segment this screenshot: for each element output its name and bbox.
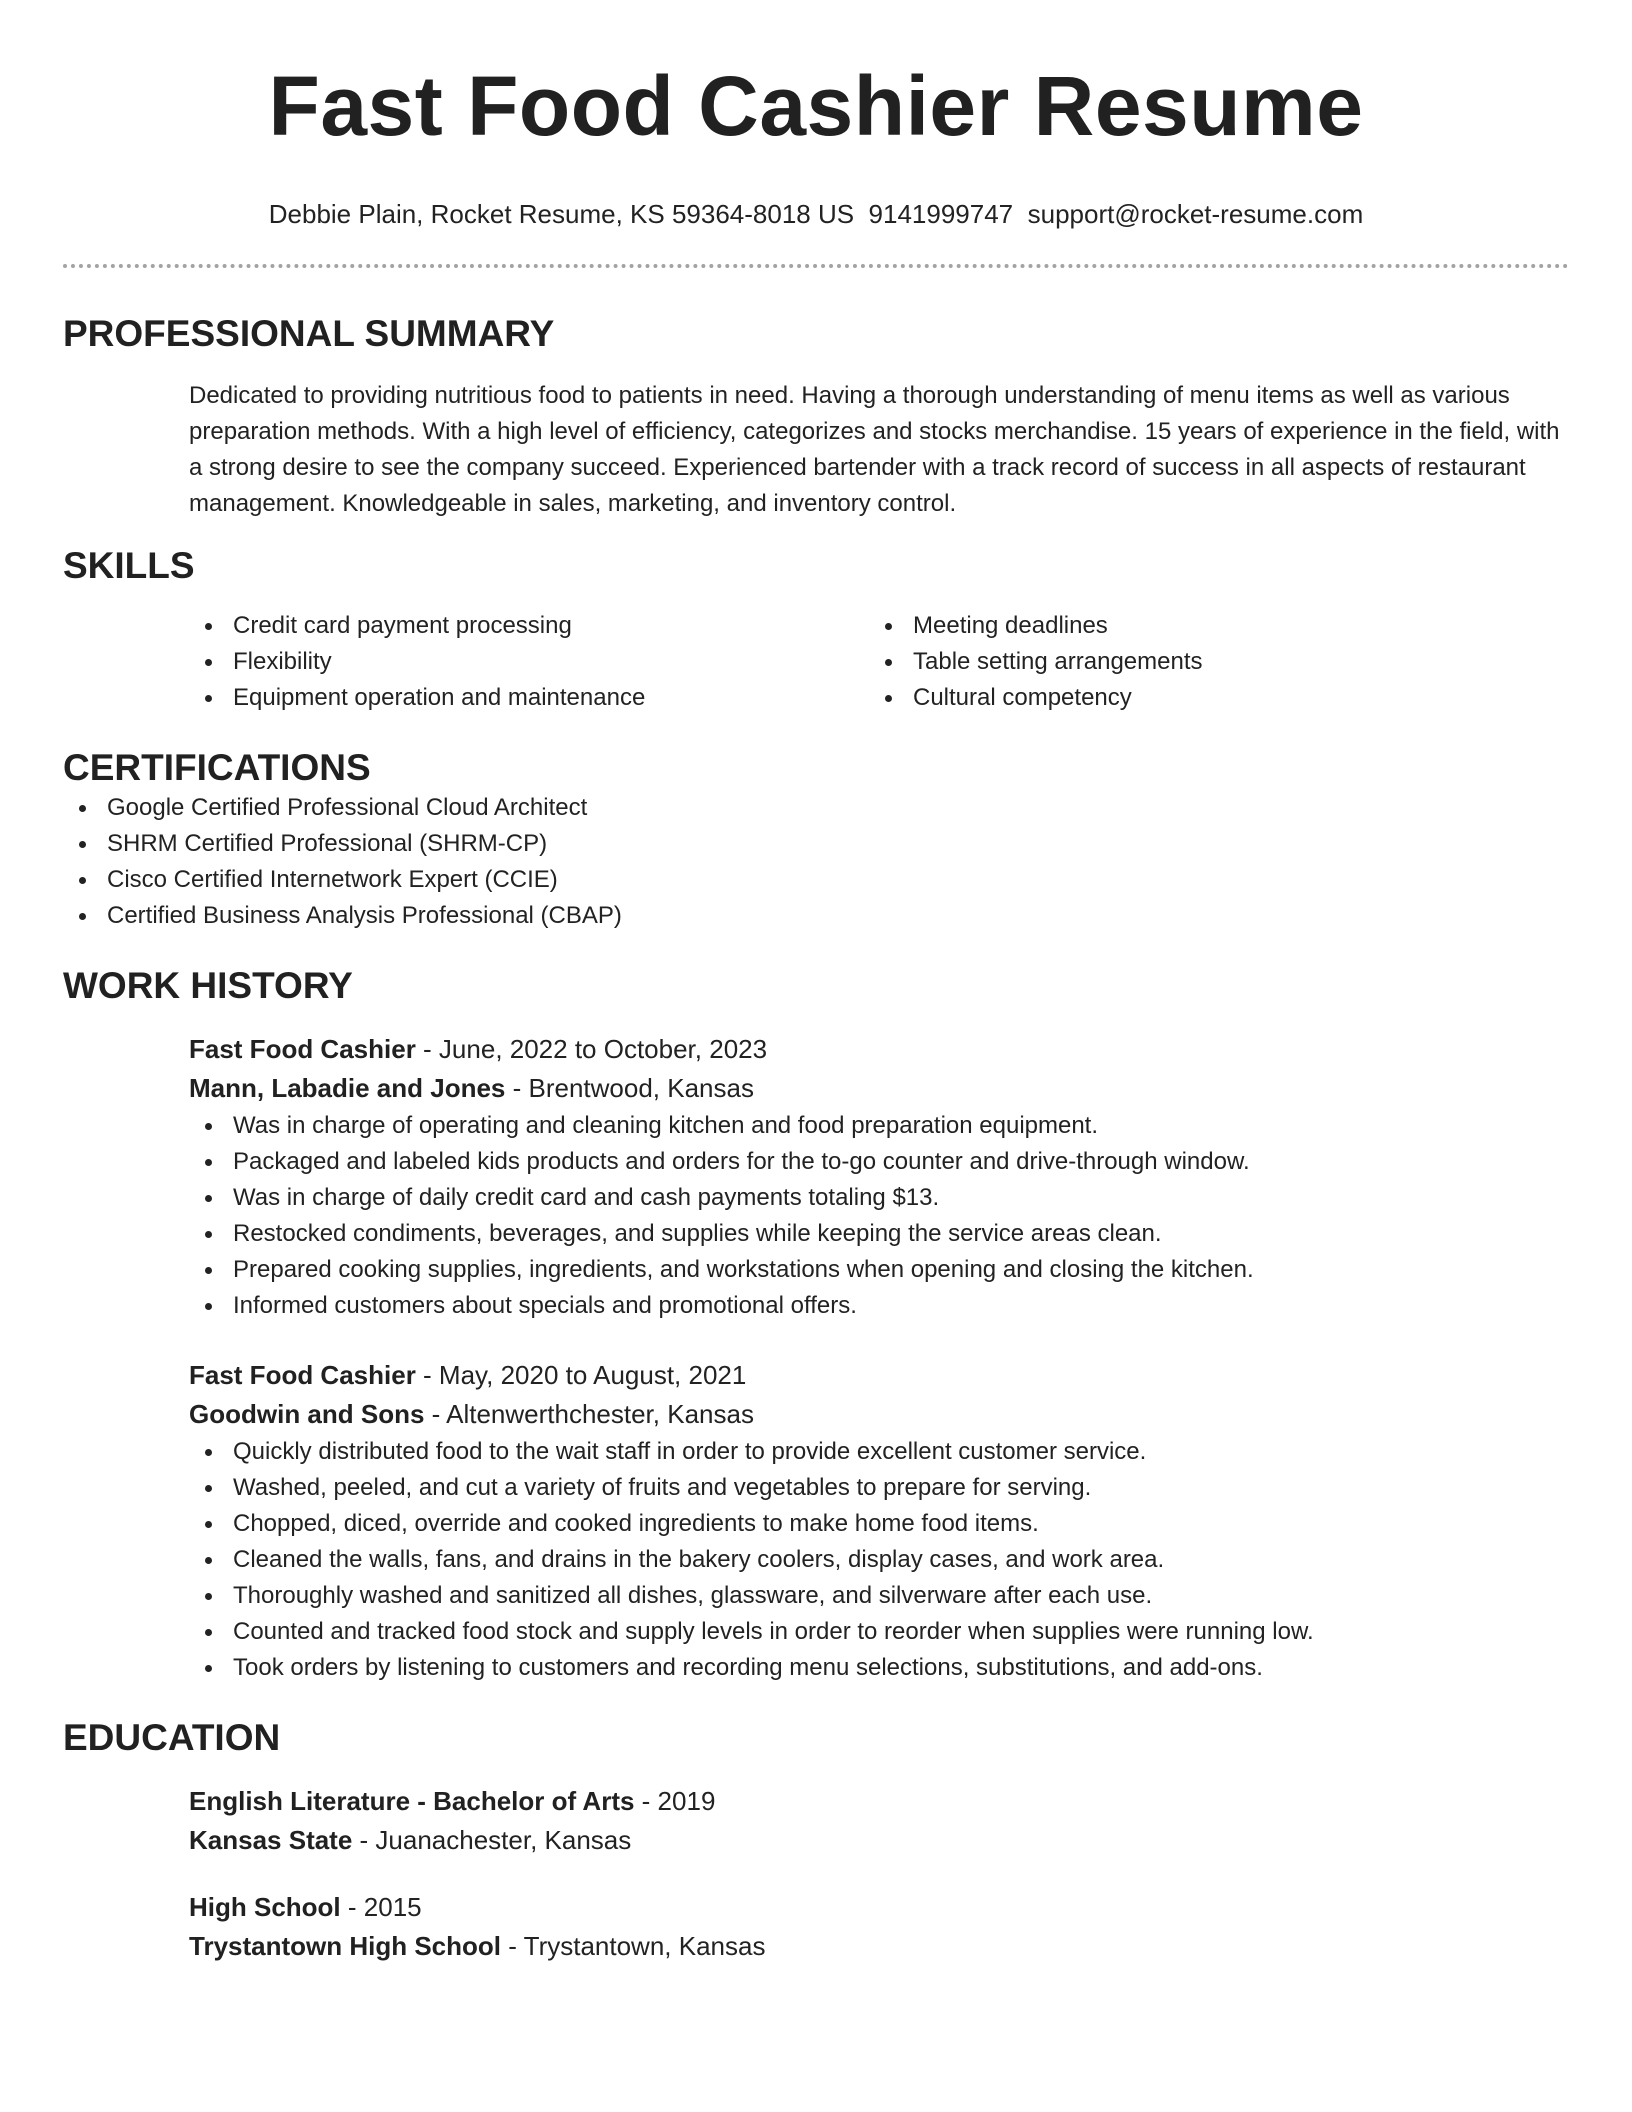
education-school-line <box>189 1927 1569 1966</box>
certifications-list <box>63 790 1569 934</box>
job-title-line <box>189 1356 1569 1395</box>
education-year: - 2019 <box>634 1786 716 1816</box>
skills-grid <box>189 608 1569 716</box>
education-degree: English Literature - Bachelor of Arts <box>189 1786 635 1816</box>
education-school: Kansas State <box>189 1825 353 1855</box>
education-school-line <box>189 1821 1569 1860</box>
certifications-section <box>63 746 1569 934</box>
job-entry <box>189 1030 1569 1324</box>
work-history-section <box>63 964 1569 1686</box>
education-school: Trystantown High School <box>189 1931 502 1961</box>
job-duty: Was in charge of operating and cleaning kitchen and food preparation equipment. <box>189 1108 1569 1144</box>
job-company-line <box>189 1395 1569 1434</box>
job-company: Goodwin and Sons <box>189 1399 425 1429</box>
education-year: - 2015 <box>340 1892 422 1922</box>
education-heading: EDUCATION <box>63 1717 281 1758</box>
skill-item: Cultural competency <box>869 680 1569 716</box>
job-entry <box>189 1356 1569 1686</box>
job-duty: Informed customers about specials and promotional offers. <box>189 1288 1569 1324</box>
job-duty: Quickly distributed food to the wait staff in order to provide excellent customer service. <box>189 1434 1569 1470</box>
job-duty: Restocked condiments, beverages, and supplies while keeping the service areas clean. <box>189 1216 1569 1252</box>
contact-phone: 9141999747 <box>868 199 1014 229</box>
job-title: Fast Food Cashier <box>189 1360 416 1390</box>
skill-item: Meeting deadlines <box>869 608 1569 644</box>
skills-list-right <box>869 608 1569 716</box>
contact-address: Debbie Plain, Rocket Resume, KS 59364-8018 US <box>268 199 855 229</box>
job-duty: Packaged and labeled kids products and orders for the to-go counter and drive-through window. <box>189 1144 1569 1180</box>
job-duty: Chopped, diced, override and cooked ingredients to make home food items. <box>189 1506 1569 1542</box>
certification-item: Google Certified Professional Cloud Architect <box>63 790 1569 826</box>
job-title: Fast Food Cashier <box>189 1034 416 1064</box>
job-location: - Brentwood, Kansas <box>505 1073 754 1103</box>
education-entry <box>189 1782 1569 1860</box>
job-duty: Cleaned the walls, fans, and drains in the bakery coolers, display cases, and work area. <box>189 1542 1569 1578</box>
skill-item: Credit card payment processing <box>189 608 869 644</box>
education-section <box>63 1716 1569 1966</box>
job-duty: Counted and tracked food stock and supply levels in order to reorder when supplies were running low. <box>189 1614 1569 1650</box>
job-company-line <box>189 1069 1569 1108</box>
contact-email: support@rocket-resume.com <box>1027 199 1364 229</box>
summary-heading: PROFESSIONAL SUMMARY <box>63 313 555 354</box>
education-entry <box>189 1888 1569 1966</box>
certifications-heading: CERTIFICATIONS <box>63 747 371 788</box>
header-divider <box>63 264 1569 268</box>
job-location: - Altenwerthchester, Kansas <box>424 1399 754 1429</box>
skills-section <box>63 544 1569 716</box>
education-location: - Juanachester, Kansas <box>352 1825 632 1855</box>
certification-item: Cisco Certified Internetwork Expert (CCIE) <box>63 862 1569 898</box>
job-company: Mann, Labadie and Jones <box>189 1073 506 1103</box>
resume-title: Fast Food Cashier Resume <box>268 59 1364 153</box>
contact-line <box>63 196 1569 232</box>
job-duty: Thoroughly washed and sanitized all dishes, glassware, and silverware after each use. <box>189 1578 1569 1614</box>
certification-item: Certified Business Analysis Professional (CBAP) <box>63 898 1569 934</box>
summary-text: Dedicated to providing nutritious food to patients in need. Having a thorough understanding of menu items as well as various preparation methods. With a high level of efficiency, categorizes and stocks merchandise. 15 years of experience in the field, with a strong desire to see the company succeed. Experienced bartender with a track record of success in all aspects of restaurant management. Knowledgeable in sales, marketing, and inventory control. <box>189 382 1560 517</box>
job-dates: - June, 2022 to October, 2023 <box>415 1034 768 1064</box>
job-duty: Washed, peeled, and cut a variety of fruits and vegetables to prepare for serving. <box>189 1470 1569 1506</box>
job-title-line <box>189 1030 1569 1069</box>
skill-item: Flexibility <box>189 644 869 680</box>
work-history-heading: WORK HISTORY <box>63 965 353 1006</box>
job-duties-list <box>189 1108 1569 1324</box>
education-location: - Trystantown, Kansas <box>501 1931 766 1961</box>
job-duty: Was in charge of daily credit card and cash payments totaling $13. <box>189 1180 1569 1216</box>
job-dates: - May, 2020 to August, 2021 <box>415 1360 747 1390</box>
job-duties-list <box>189 1434 1569 1686</box>
summary-section <box>63 312 1569 522</box>
skill-item: Equipment operation and maintenance <box>189 680 869 716</box>
skills-heading: SKILLS <box>63 545 195 586</box>
job-duty: Prepared cooking supplies, ingredients, and workstations when opening and closing the kitchen. <box>189 1252 1569 1288</box>
education-degree-line <box>189 1888 1569 1927</box>
skill-item: Table setting arrangements <box>869 644 1569 680</box>
skills-list-left <box>189 608 869 716</box>
job-duty: Took orders by listening to customers and recording menu selections, substitutions, and add-ons. <box>189 1650 1569 1686</box>
education-degree: High School <box>189 1892 341 1922</box>
certification-item: SHRM Certified Professional (SHRM-CP) <box>63 826 1569 862</box>
education-degree-line <box>189 1782 1569 1821</box>
